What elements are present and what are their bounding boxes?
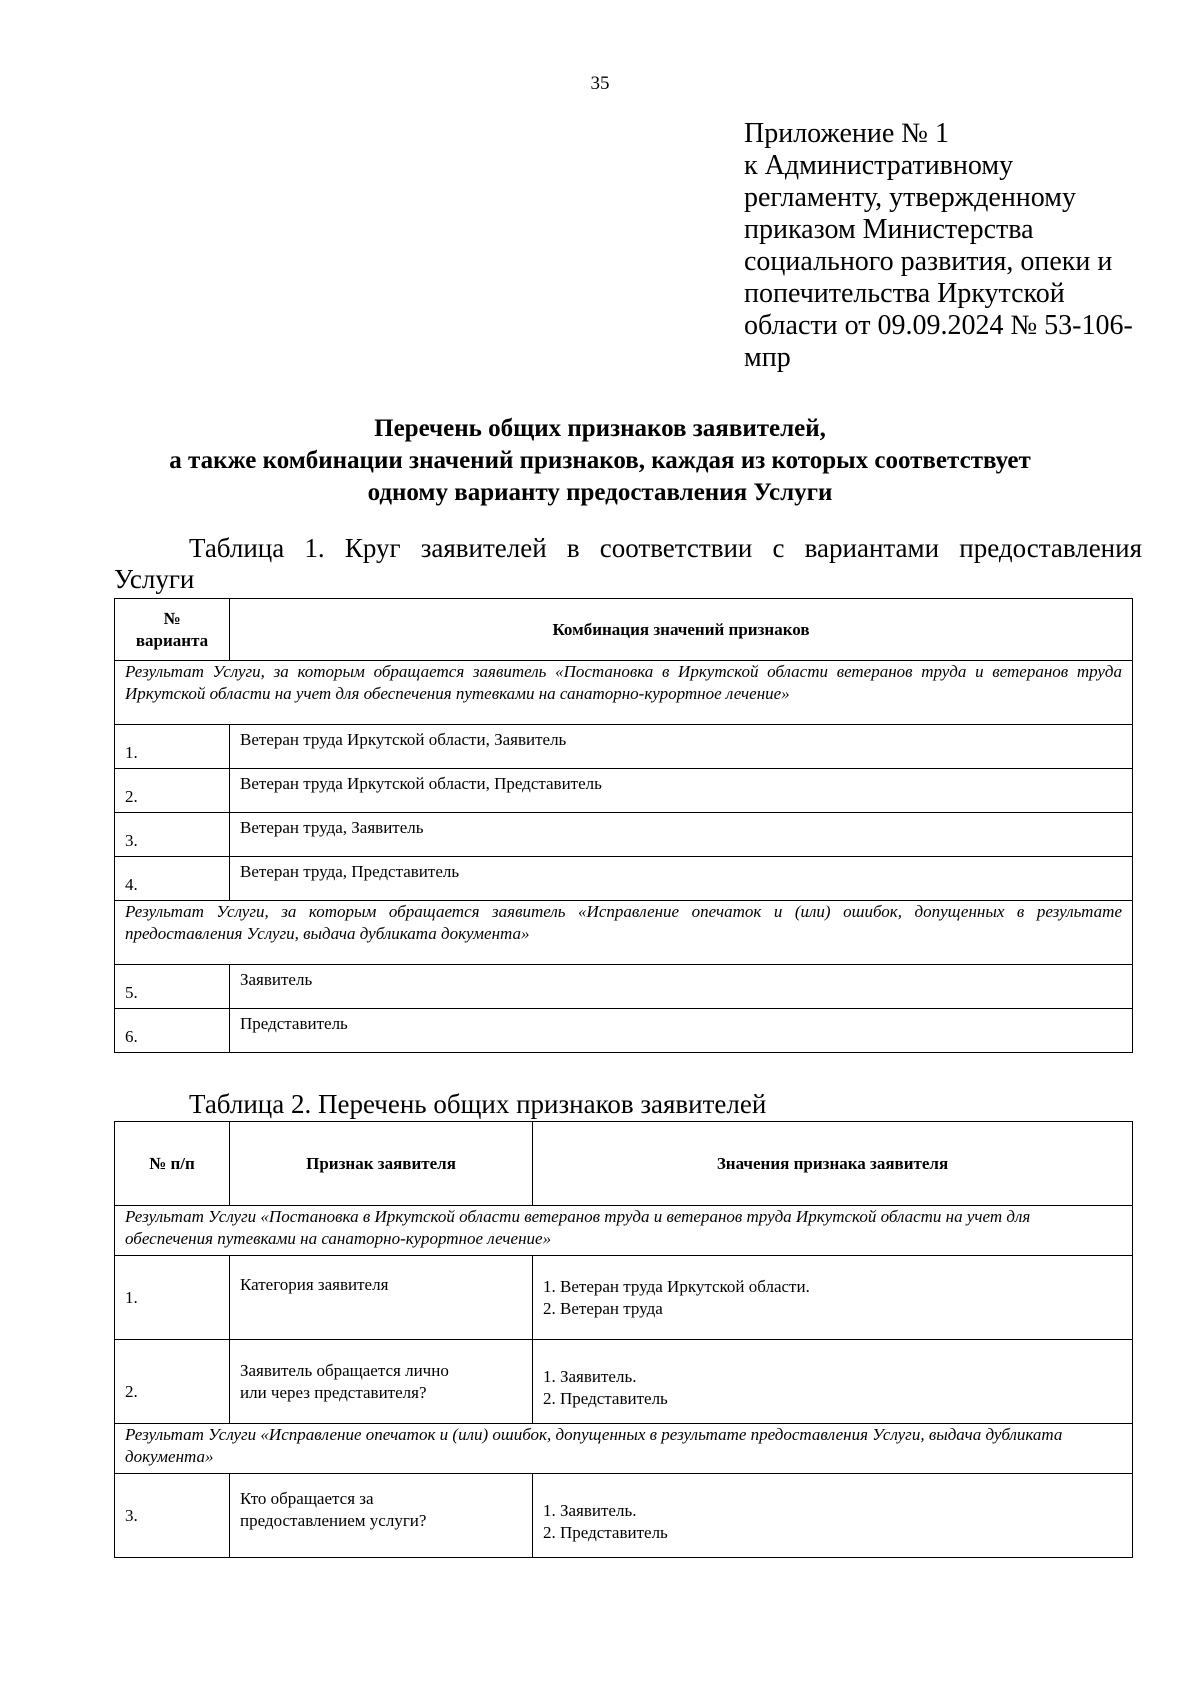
title-line: одному варианту предоставления Услуги <box>367 479 833 506</box>
row-values <box>533 1474 1133 1558</box>
table1 <box>114 598 1133 1053</box>
table-row <box>115 1340 1133 1424</box>
appendix-line: мпр <box>744 342 791 373</box>
row-number: 1. <box>115 1256 230 1340</box>
row-number: 3. <box>115 813 230 857</box>
value-item: 2. Представитель <box>543 1522 668 1542</box>
section-text: Результат Услуги, за которым обращается заявитель «Исправление опечаток и (или) ошибок, допущенных в результате предоставления Услуги, выдача дубликата документа» <box>115 901 1133 965</box>
value-item: 2. Ветеран труда <box>543 1298 663 1318</box>
row-number: 1. <box>115 725 230 769</box>
header-number: № п/п <box>115 1122 230 1206</box>
table1-caption-line2: Услуги <box>114 564 195 594</box>
table-row <box>115 769 1133 813</box>
table-row <box>115 857 1133 901</box>
table-row <box>115 813 1133 857</box>
row-attribute: Категория заявителя <box>230 1256 533 1340</box>
title-line: а также комбинации значений признаков, каждая из которых соответствует <box>169 447 1031 474</box>
row-number: 6. <box>115 1009 230 1053</box>
row-combination: Ветеран труда Иркутской области, Представитель <box>230 769 1133 813</box>
appendix-line: попечительства Иркутской <box>744 278 1065 309</box>
value-item: 2. Представитель <box>543 1388 668 1408</box>
table-header-row <box>115 1122 1133 1206</box>
page-number: 35 <box>590 73 610 94</box>
section-text: Результат Услуги, за которым обращается заявитель «Постановка в Иркутской области ветеранов труда и ветеранов труда Иркутской области на учет для обеспечения путевками на санаторно-курортное лечение» <box>115 661 1133 725</box>
appendix-line: к Административному <box>744 150 1014 181</box>
appendix-line: регламенту, утвержденному <box>744 182 1076 213</box>
header-combination: Комбинация значений признаков <box>230 599 1133 661</box>
row-attribute <box>230 1474 533 1558</box>
table1-caption <box>114 533 1142 593</box>
row-combination: Ветеран труда, Представитель <box>230 857 1133 901</box>
attribute-line: Кто обращается за <box>240 1488 374 1508</box>
table-section-row <box>115 1424 1133 1474</box>
attribute-line: предоставлением услуги? <box>240 1510 427 1530</box>
row-number: 2. <box>115 1340 230 1424</box>
table-row <box>115 1009 1133 1053</box>
header-values: Значения признака заявителя <box>533 1122 1133 1206</box>
table-header-row <box>115 599 1133 661</box>
table-row <box>115 965 1133 1009</box>
appendix-note <box>744 118 1174 374</box>
table-section-row <box>115 1206 1133 1256</box>
title-line: Перечень общих признаков заявителей, <box>374 415 826 442</box>
section-text: Результат Услуги «Исправление опечаток и (или) ошибок, допущенных в результате предоставления Услуги, выдача дубликата документа» <box>115 1424 1133 1474</box>
value-item: 1. Заявитель. <box>543 1500 637 1520</box>
header-num-label: варианта <box>135 630 209 650</box>
row-combination: Ветеран труда Иркутской области, Заявитель <box>230 725 1133 769</box>
appendix-line: приказом Министерства <box>744 214 1034 245</box>
row-number: 5. <box>115 965 230 1009</box>
row-combination: Ветеран труда, Заявитель <box>230 813 1133 857</box>
row-combination: Представитель <box>230 1009 1133 1053</box>
table-row <box>115 1474 1133 1558</box>
attribute-line: или через представителя? <box>240 1382 427 1402</box>
header-num-symbol: № <box>163 608 181 628</box>
value-item: 1. Заявитель. <box>543 1366 637 1386</box>
attribute-line: Заявитель обращается лично <box>240 1360 449 1380</box>
row-values <box>533 1340 1133 1424</box>
table2 <box>114 1121 1133 1558</box>
row-attribute <box>230 1340 533 1424</box>
appendix-line: социального развития, опеки и <box>744 246 1113 277</box>
appendix-line: области от 09.09.2024 № 53-106- <box>744 310 1133 341</box>
section-text: Результат Услуги «Постановка в Иркутской области ветеранов труда и ветеранов труда Иркутской области на учет для обеспечения путевками на санаторно-курортное лечение» <box>115 1206 1133 1256</box>
appendix-line: Приложение № 1 <box>744 118 949 149</box>
row-values <box>533 1256 1133 1340</box>
header-attribute: Признак заявителя <box>230 1122 533 1206</box>
row-number: 4. <box>115 857 230 901</box>
header-variant-number <box>115 599 230 661</box>
table-row <box>115 725 1133 769</box>
row-number: 3. <box>115 1474 230 1558</box>
table-section-row <box>115 901 1133 965</box>
row-combination: Заявитель <box>230 965 1133 1009</box>
value-item: 1. Ветеран труда Иркутской области. <box>543 1276 810 1296</box>
table1-caption-line1: Таблица 1. Круг заявителей в соответствии с вариантами предоставления <box>189 533 1142 563</box>
table2-caption: Таблица 2. Перечень общих признаков заявителей <box>189 1089 767 1119</box>
row-number: 2. <box>115 769 230 813</box>
document-title <box>0 413 1200 509</box>
table-section-row <box>115 661 1133 725</box>
table-row <box>115 1256 1133 1340</box>
